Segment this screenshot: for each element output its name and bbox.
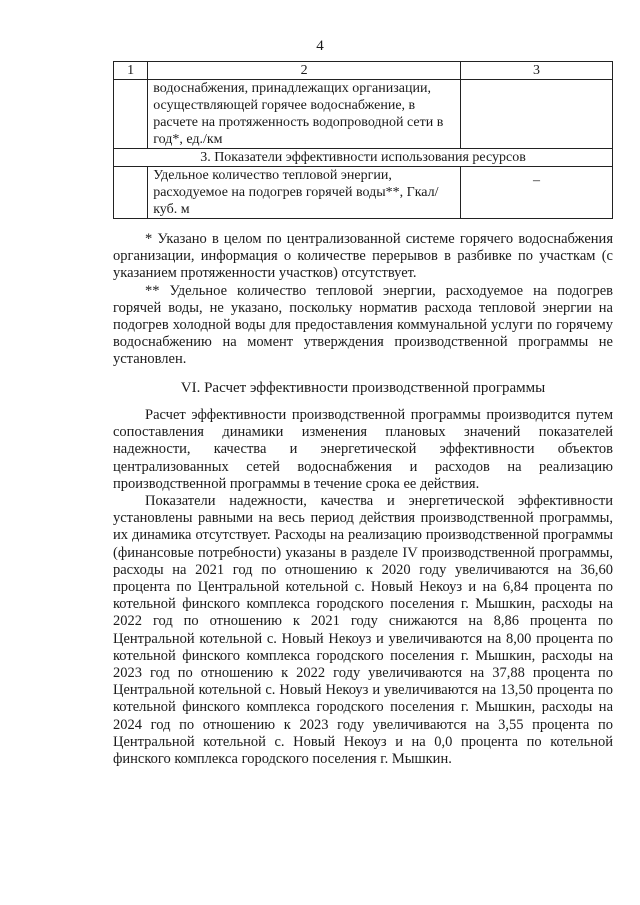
section-heading: VI. Расчет эффективности производственной программы <box>180 380 546 396</box>
row-description-cell: водоснабжения, принадлежащих организации, осуществляющей горячее водоснабжение, в расчете на протяженность водопроводной сети в год*, ед./км <box>148 80 461 149</box>
footnote-2: ** Удельное количество тепловой энергии, расходуемое на подогрев горячей воды, не указано, поскольку норматив расхода тепловой энергии на подогрев холодной воды для предоставления коммунальной услуги по горячему водоснабжению на момент утверждения производственной программы не установлен. <box>113 282 613 368</box>
paragraph-2: Показатели надежности, качества и энергетической эффективности установлены равными на весь период действия производственной программы, их динамика отсутствует. Расходы на реализацию производственной программы (финансовые потребности) указаны в разделе IV производственной программы, расходы на 2021 год по отношению к 2020 году увеличиваются на 36,60 процента по Центральной котельной с. Новый Некоуз и на 6,84 процента по котельной финского комплекса городского поселения г. Мышкин, расходы на 2022 год по отношению к 2021 году снижаются на 8,86 процента по Центральной котельной с. Новый Некоуз и увеличиваются на 8,00 процента по котельной финского комплекса городского поселения г. Мышкин, расходы на 2023 год по отношению к 2022 году увеличиваются на 37,88 процента по Центральной котельной с. Новый Некоуз и увеличиваются на 13,50 процента по котельной финского комплекса городского поселения г. Мышкин, расходы на 2024 год по отношению к 2023 году увеличиваются на 3,55 процента по Центральной котельной с. Новый Некоуз и на 0,0 процента по котельной финского комплекса городского поселения г. Мышкин. <box>113 493 613 768</box>
table-row <box>114 167 613 219</box>
section-body <box>113 407 613 768</box>
page-number: 4 <box>316 38 324 54</box>
paragraph-1: Расчет эффективности производственной программы производится путем сопоставления динамики изменения плановых значений показателей надежности, качества и энергетической эффективности объектов централизованных сетей водоснабжения и расходов на реализацию производственной программы в течение срока ее действия. <box>113 407 613 492</box>
row-description-cell: Удельное количество тепловой энергии, расходуемое на подогрев горячей воды**, Гкал/ куб. м <box>148 167 461 219</box>
row-index-cell <box>114 167 148 219</box>
row-value-dash: – <box>533 173 541 188</box>
header-col-3: 3 <box>461 62 613 80</box>
table-header-row <box>114 62 613 80</box>
row-value-cell <box>461 167 613 219</box>
header-col-2: 2 <box>148 62 461 80</box>
indicators-table <box>113 61 613 219</box>
header-col-1: 1 <box>114 62 148 80</box>
table-section-row <box>114 149 613 167</box>
row-value-cell <box>461 80 613 149</box>
section-title-cell: 3. Показатели эффективности использования ресурсов <box>114 149 613 167</box>
footnotes <box>113 231 613 369</box>
table-row <box>114 80 613 149</box>
footnote-1: * Указано в целом по централизованной системе горячего водоснабжения организации, информация о количестве перерывов в разбивке по участкам (с указанием протяженности участков) отсутствует. <box>113 231 613 282</box>
row-index-cell <box>114 80 148 149</box>
